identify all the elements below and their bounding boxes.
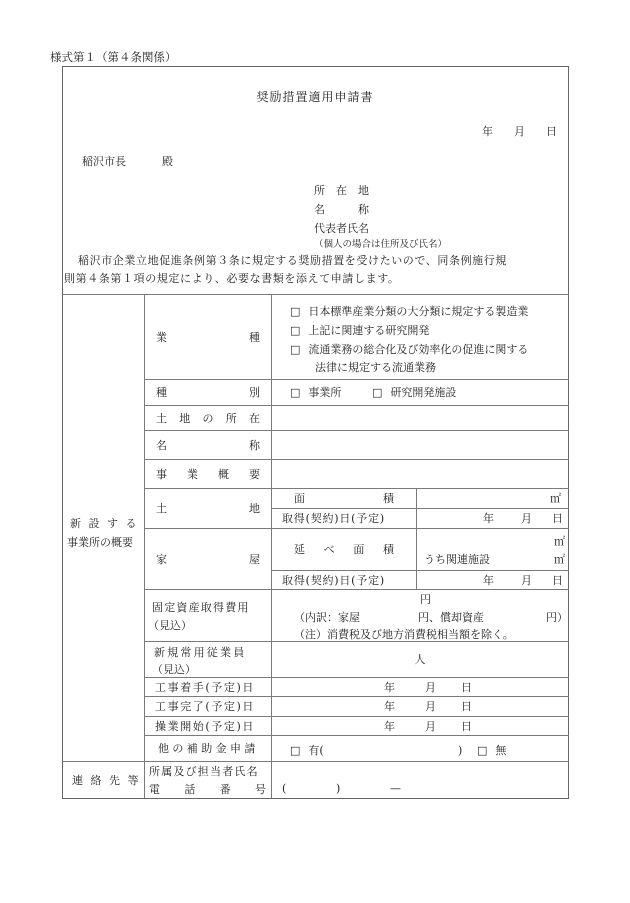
asset-cost-label: 固定資産取得費用 [152,601,250,614]
asset-cost-unit: 円 [420,593,431,606]
building-acq-label: 取得(契約)日(予定) [282,573,385,587]
addressee-honorific: 殿 [162,155,173,168]
asset-cost-label-estimate: （見込） [148,619,192,632]
asset-breakdown-building: （内訳：家屋 [294,611,360,624]
construction-start-date-field[interactable]: 年 月 日 [384,680,472,694]
date-day: 日 [546,125,557,138]
representative-note: （個人の場合は住所及び氏名） [314,239,448,250]
building-floor-unit: ㎡ [554,535,565,548]
building-related-label: うち関連施設 [424,553,490,566]
land-location-field[interactable] [272,405,568,430]
employees-unit: 人 [414,653,426,666]
representative-label: 代表者氏名 [314,222,369,235]
name-label-1: 名 [314,203,325,216]
building-label: 家 屋 [156,552,260,566]
type-option-office[interactable]: □ 事業所 [290,385,342,399]
land-location-label: 土 地 の 所 在 [156,411,260,425]
other-subsidy-no[interactable]: □ 無 [477,743,507,757]
section-new-line1: 新 設 す る [70,517,139,530]
land-acq-date-field[interactable]: 年 月 日 [483,512,563,525]
industry-option-manufacturing[interactable]: □ 日本標準産業分類の大分類に規定する製造業 [290,305,529,318]
building-floor-label: 延 べ 面 積 [294,543,394,556]
operation-start-label: 操業開始(予定)日 [155,719,255,733]
section-new-line2: 事業所の概要 [67,536,133,549]
frame-bottom [62,798,569,799]
date-month: 月 [514,125,525,138]
statement-line-2: 則第４条第１項の規定により、必要な書類を添えて申請します。 [64,272,400,285]
date-year: 年 [482,125,493,138]
land-area-label: 面 積 [294,492,394,505]
employees-field[interactable] [272,641,568,677]
building-acq-date-field[interactable]: 年 月 日 [483,573,563,587]
land-area-unit: ㎡ [550,492,561,505]
employees-label-estimate: （見込） [152,663,196,676]
type-option-rd[interactable]: □ 研究開発施設 [372,385,457,399]
industry-option-research[interactable]: □ 上記に関連する研究開発 [290,324,430,337]
contact-section-label: 連 絡 先 等 [72,773,141,787]
land-area-field[interactable] [417,488,561,508]
asset-breakdown-depreciable: 円、償却資産 [418,611,484,624]
checkbox-icon[interactable]: □ [372,385,383,399]
checkbox-icon[interactable]: □ [290,324,301,337]
construction-start-label: 工事着手(予定)日 [155,680,255,694]
construction-end-label: 工事完了(予定)日 [155,700,255,713]
other-subsidy-label: 他の補助金申請 [158,742,259,755]
checkbox-icon[interactable]: □ [477,743,488,757]
asset-breakdown-end: 円） [546,611,568,624]
industry-option-distribution-cont: 法律に規定する流通業務 [315,361,436,374]
page-title: 奨励措置適用申請書 [256,90,374,104]
name-label-2: 称 [358,203,369,216]
checkbox-icon[interactable]: □ [290,305,301,318]
frame-top [62,66,569,67]
section-divider [144,294,145,798]
name-row-label: 名 称 [156,438,260,452]
contact-person-field[interactable] [272,761,568,779]
contact-person-label: 所属及び担当者氏名 [149,765,259,778]
asset-cost-note: （注）消費税及び地方消費税相当額を除く。 [294,628,514,641]
checkbox-icon[interactable]: □ [290,743,301,757]
business-label: 事 業 概 要 [156,467,260,481]
type-label: 種 別 [156,386,260,399]
table-top-line [62,294,569,295]
other-subsidy-yes[interactable]: □ 有( [290,743,324,757]
business-field[interactable] [272,459,568,488]
form-number: 様式第１（第４条関係） [50,50,177,64]
address-label: 所 在 地 [314,184,369,197]
industry-option-distribution[interactable]: □ 流通業務の総合化及び効率化の促進に関する [290,343,529,356]
row-line [144,589,569,590]
operation-start-date-field[interactable]: 年 月 日 [384,719,472,733]
employees-label: 新規常用従業員 [154,646,247,659]
checkbox-icon[interactable]: □ [290,385,301,399]
frame-left [62,66,63,798]
industry-label: 業 種 [156,330,260,344]
frame-right [568,66,569,798]
other-subsidy-close-paren: ) [458,743,463,757]
statement-line-1: 稲沢市企業立地促進条例第３条に規定する奨励措置を受けたいので、同条例施行規 [78,254,507,267]
construction-end-date-field[interactable]: 年 月 日 [384,700,472,713]
checkbox-icon[interactable]: □ [290,343,301,356]
land-label: 土 地 [156,502,260,515]
building-related-unit: ㎡ [554,553,565,566]
contact-phone-field[interactable]: ( ) — [282,782,401,795]
addressee-name: 稲沢市長 [82,155,126,168]
contact-phone-label: 電 話 番 号 [149,782,266,796]
name-field[interactable] [272,430,568,459]
land-acq-label: 取得(契約)日(予定) [282,512,385,525]
